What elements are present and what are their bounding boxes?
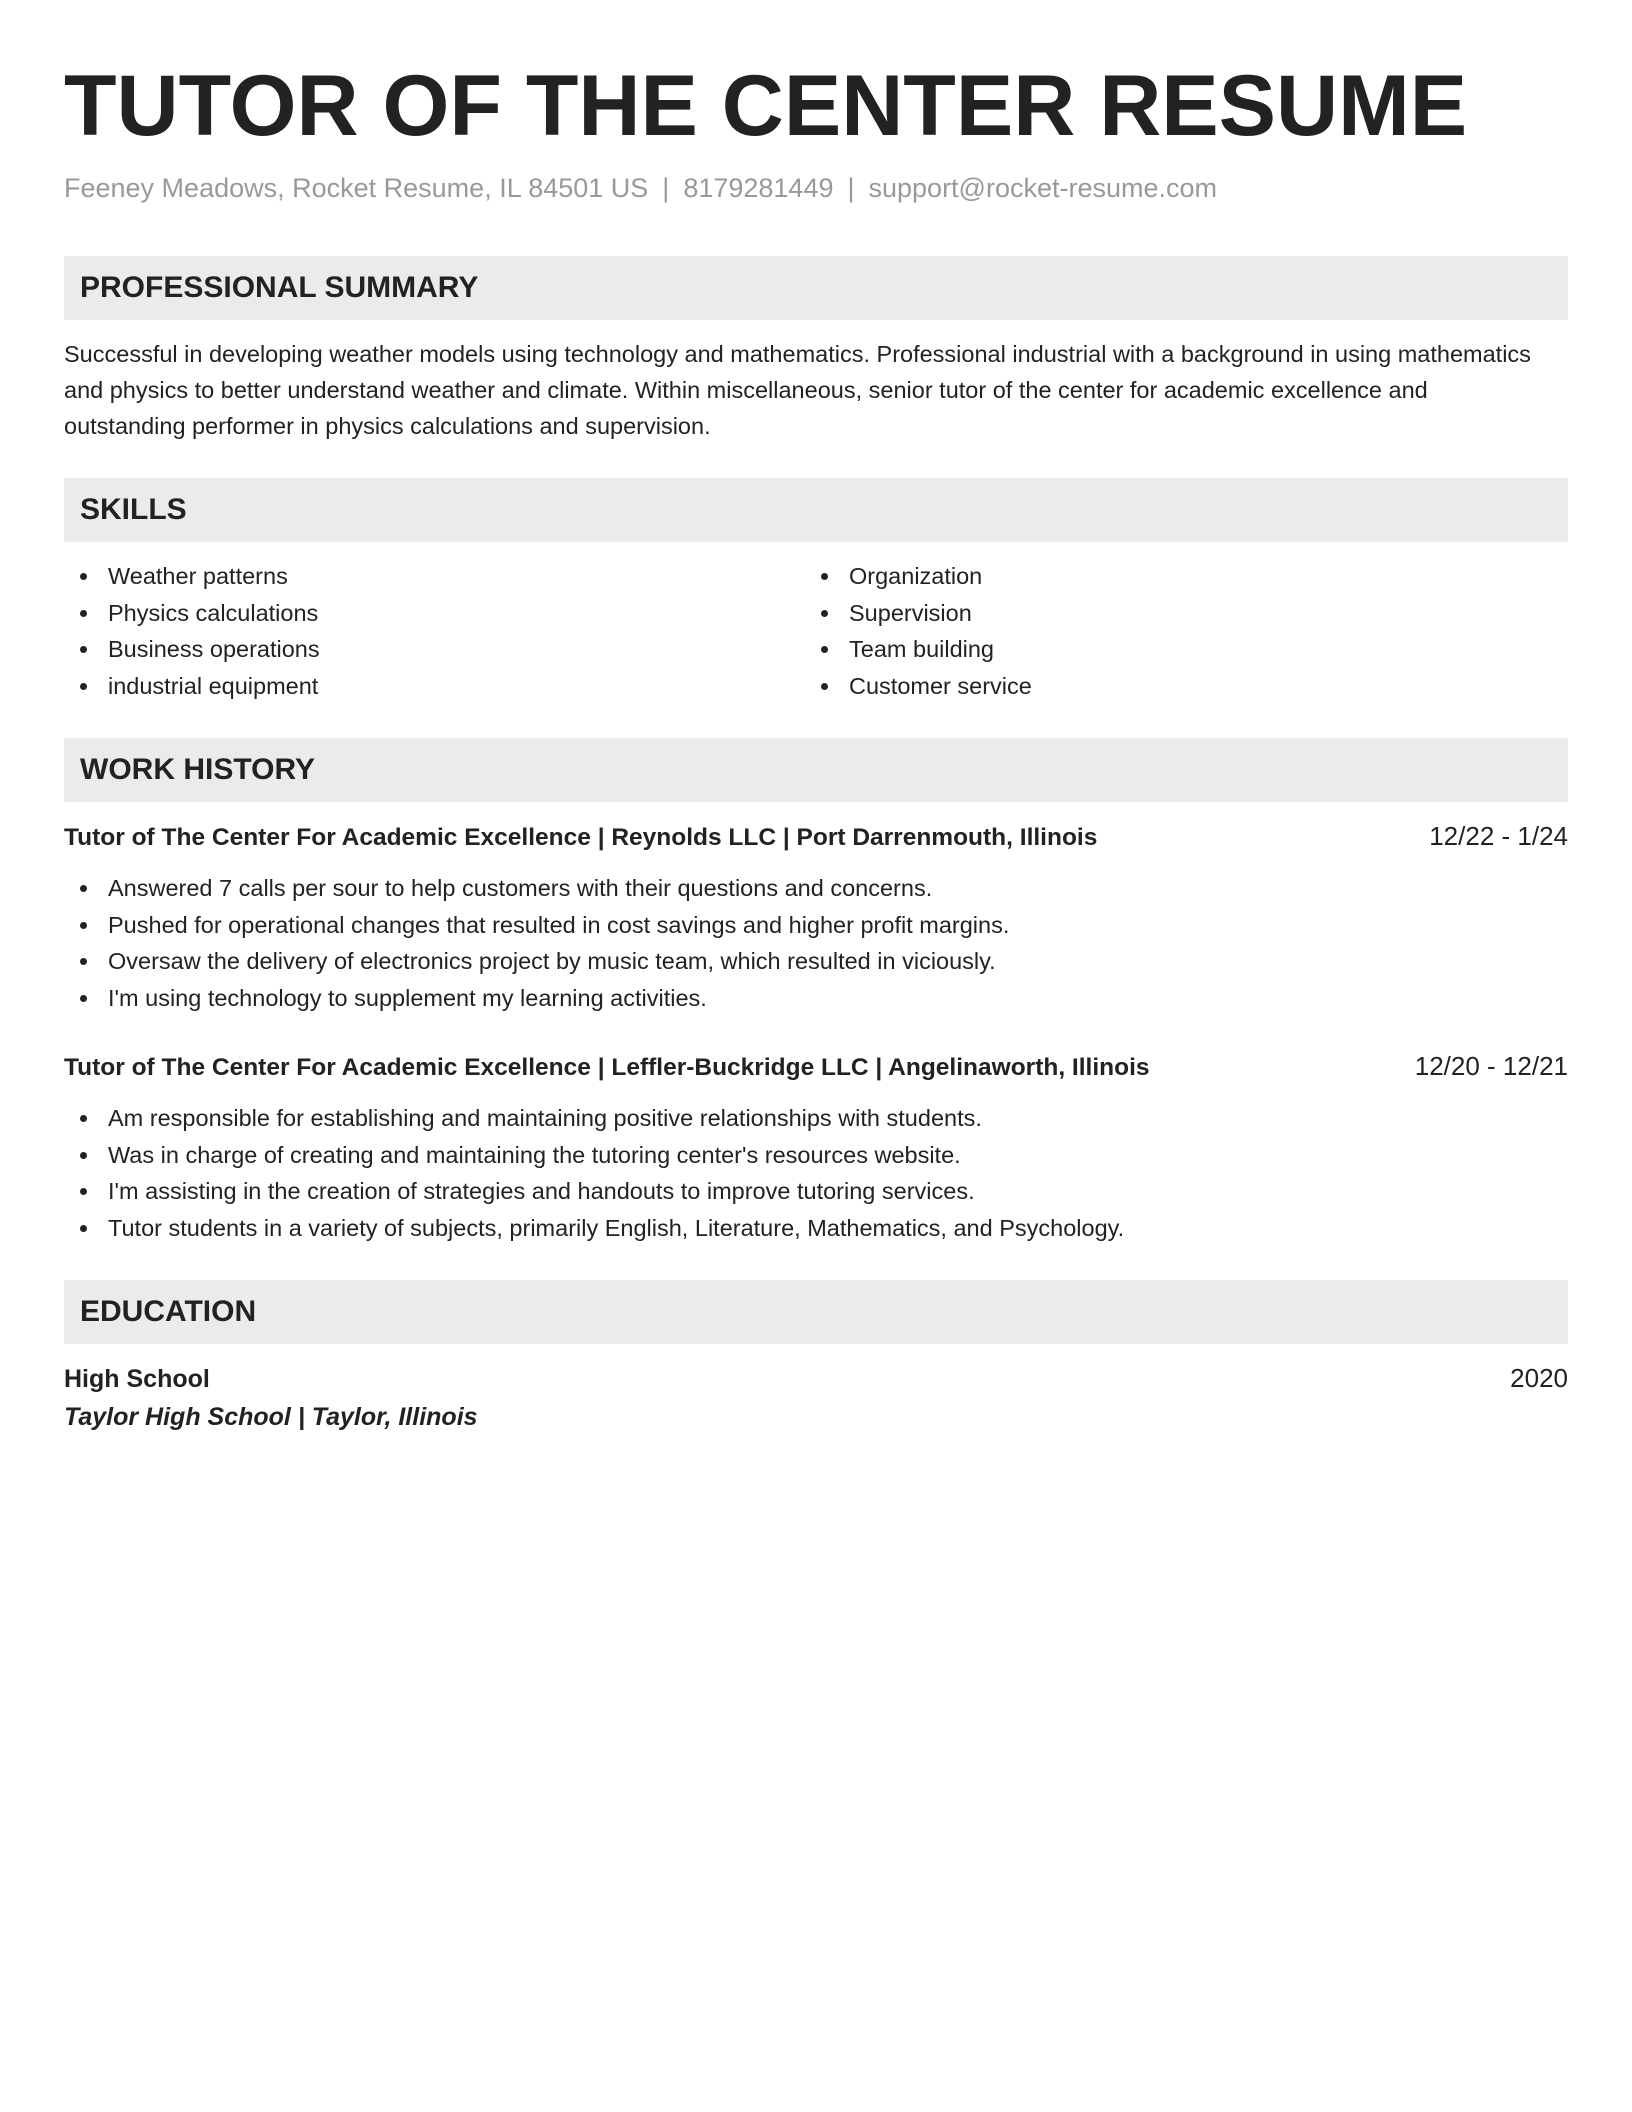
skill-item: Physics calculations	[64, 595, 805, 632]
resume-title: TUTOR OF THE CENTER RESUME	[64, 58, 1468, 154]
skills-heading: SKILLS	[64, 478, 1568, 542]
job-bullet: I'm using technology to supplement my learning activities.	[64, 980, 1568, 1017]
contact-separator: |	[662, 173, 670, 203]
education-school: Taylor High School | Taylor, Illinois	[64, 1403, 478, 1431]
job-bullet: Am responsible for establishing and maintaining positive relationships with students.	[64, 1100, 1568, 1137]
job-bullet: I'm assisting in the creation of strategies and handouts to improve tutoring services.	[64, 1173, 1568, 1210]
skill-item: Customer service	[805, 668, 1546, 705]
job-bullet: Pushed for operational changes that resulted in cost savings and higher profit margins.	[64, 907, 1568, 944]
skill-item: Supervision	[805, 595, 1546, 632]
education-year: 2020	[1510, 1363, 1568, 1393]
work-history-heading: WORK HISTORY	[64, 738, 1568, 802]
job-bullets	[64, 870, 1568, 1016]
job-bullet: Oversaw the delivery of electronics project by music team, which resulted in viciously.	[64, 943, 1568, 980]
skill-item: industrial equipment	[64, 668, 805, 705]
skills-column-right	[805, 558, 1546, 704]
job-bullet: Answered 7 calls per sour to help customers with their questions and concerns.	[64, 870, 1568, 907]
skill-item: Organization	[805, 558, 1546, 595]
contact-line	[64, 170, 1568, 206]
contact-address: Feeney Meadows, Rocket Resume, IL 84501 US	[64, 173, 649, 203]
summary-text: Successful in developing weather models using technology and mathematics. Professional industrial with a background in using mathematics and physics to better understand weather and climate. Within miscellaneous, senior tutor of the center for academic excellence and outstanding performer in physics calculations and supervision.	[64, 341, 1531, 439]
job-bullet: Tutor students in a variety of subjects, primarily English, Literature, Mathematics, and Psychology.	[64, 1210, 1568, 1247]
skills-list	[64, 558, 1568, 704]
job-entry-header	[64, 1048, 1568, 1086]
job-title: Tutor of The Center For Academic Excellence | Reynolds LLC | Port Darrenmouth, Illinois	[64, 824, 1098, 851]
education-degree: High School	[64, 1365, 210, 1393]
skill-item: Weather patterns	[64, 558, 805, 595]
job-entry-header	[64, 818, 1568, 856]
contact-email: support@rocket-resume.com	[868, 173, 1218, 203]
job-bullets	[64, 1100, 1568, 1246]
summary-heading: PROFESSIONAL SUMMARY	[64, 256, 1568, 320]
job-bullet: Was in charge of creating and maintaining the tutoring center's resources website.	[64, 1137, 1568, 1174]
job-dates: 12/22 - 1/24	[1429, 821, 1568, 851]
education-entry	[64, 1360, 1568, 1397]
job-dates: 12/20 - 12/21	[1414, 1051, 1568, 1081]
contact-phone: 8179281449	[683, 173, 834, 203]
contact-separator: |	[847, 173, 855, 203]
skills-column-left	[64, 558, 805, 704]
education-heading: EDUCATION	[64, 1280, 1568, 1344]
job-title: Tutor of The Center For Academic Excellence | Leffler-Buckridge LLC | Angelinaworth, Illinois	[64, 1054, 1150, 1081]
skill-item: Team building	[805, 631, 1546, 668]
skill-item: Business operations	[64, 631, 805, 668]
